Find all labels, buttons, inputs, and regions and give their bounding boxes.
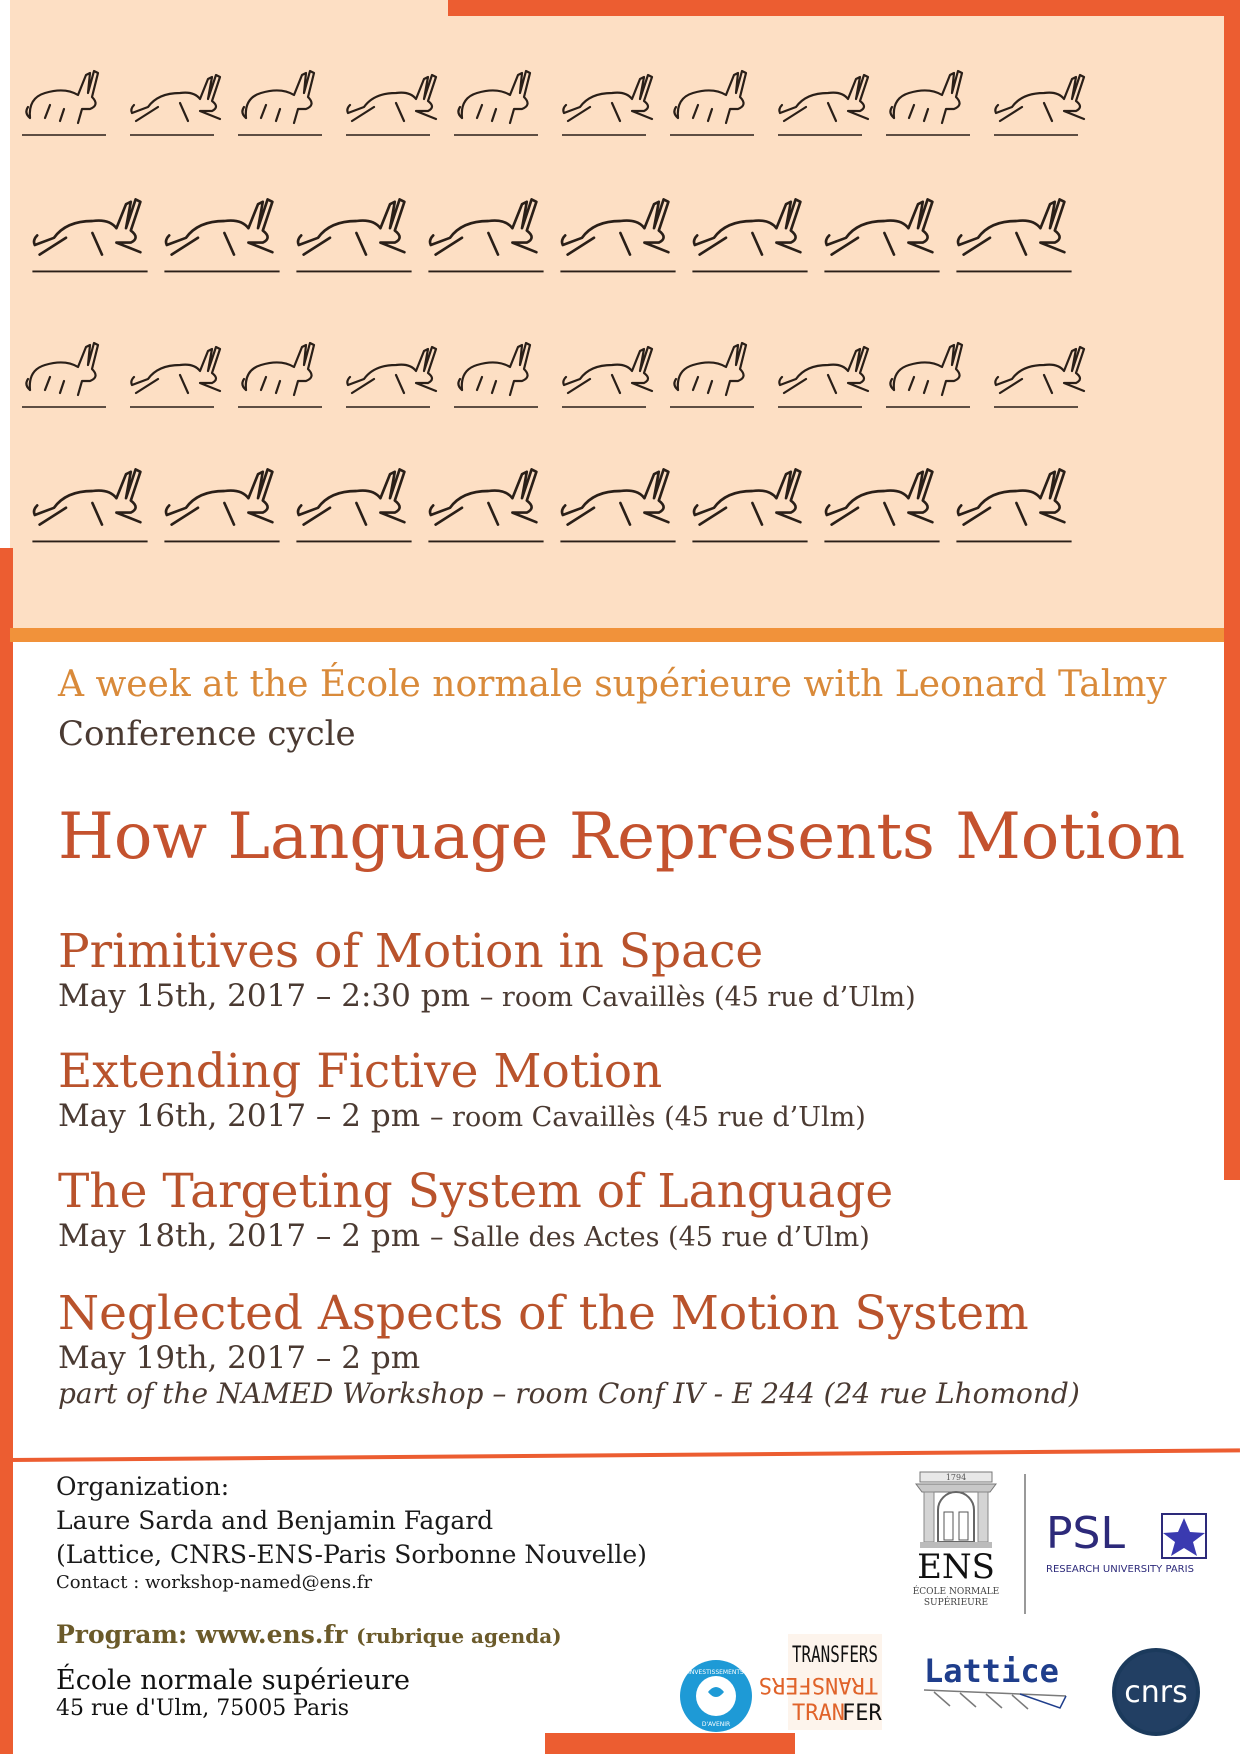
running-hare-icon <box>822 448 942 558</box>
talk-room: – Salle des Actes (45 rue d’Ulm) <box>429 1221 870 1253</box>
running-hare-icon <box>992 320 1092 430</box>
running-hare-icon <box>776 320 876 430</box>
psl-wordmark: PSL <box>1046 1508 1125 1559</box>
running-hare-icon <box>822 178 942 288</box>
ia-text-1: INVESTISSEMENTS <box>688 1669 744 1676</box>
banner-divider <box>10 628 1224 642</box>
cnrs-wordmark: cnrs <box>1124 1675 1188 1710</box>
talk-item <box>58 1166 893 1255</box>
running-hare-icon <box>128 320 228 430</box>
transfers-logo <box>758 1632 884 1732</box>
running-hare-icon <box>776 48 876 158</box>
border-top <box>448 0 1240 16</box>
running-hare-icon <box>954 178 1074 288</box>
talk-date: May 15th, 2017 – 2:30 pm <box>58 977 470 1014</box>
running-hare-icon <box>426 178 546 288</box>
address-street: 45 rue d'Ulm, 75005 Paris <box>56 1696 349 1721</box>
page-title: How Language Represents Motion <box>58 800 1186 874</box>
hare-sequence <box>20 48 1220 608</box>
running-hare-icon <box>690 448 810 558</box>
running-hare-icon <box>344 48 444 158</box>
contact-email[interactable]: Contact : workshop-named@ens.fr <box>56 1572 373 1593</box>
running-hare-icon <box>668 48 768 158</box>
program-line <box>56 1620 562 1649</box>
conference-cycle-label: Conference cycle <box>58 714 356 754</box>
lattice-wordmark: Lattice <box>924 1652 1059 1690</box>
running-hare-icon <box>560 320 660 430</box>
organization-label: Organization: <box>56 1472 230 1501</box>
talk-date-line <box>58 1098 866 1135</box>
running-hare-icon <box>162 178 282 288</box>
talk-date: May 16th, 2017 – 2 pm <box>58 1097 421 1134</box>
running-hare-icon <box>992 48 1092 158</box>
running-hare-icon <box>690 178 810 288</box>
ens-subtitle-2: SUPÉRIEURE <box>923 1598 989 1608</box>
running-hare-icon <box>954 448 1074 558</box>
running-hare-icon <box>668 320 768 430</box>
running-hare-icon <box>294 178 414 288</box>
running-hare-icon <box>162 448 282 558</box>
running-hare-icon <box>20 48 120 158</box>
talk-title: The Targeting System of Language <box>58 1164 894 1219</box>
running-hare-icon <box>426 448 546 558</box>
logo-separator <box>1024 1474 1026 1614</box>
talk-title: Neglected Aspects of the Motion System <box>58 1286 1029 1341</box>
running-hare-icon <box>128 48 228 158</box>
border-bottom <box>545 1733 795 1754</box>
address-institution: École normale supérieure <box>56 1665 411 1696</box>
organizer-names: Laure Sarda and Benjamin Fagard <box>56 1506 494 1535</box>
ens-wordmark: ENS <box>917 1547 995 1587</box>
talk-room: – room Cavaillès (45 rue d’Ulm) <box>479 981 916 1013</box>
running-hare-icon <box>236 320 336 430</box>
running-hare-icon <box>30 178 150 288</box>
investissements-avenir-logo <box>678 1658 754 1734</box>
running-hare-icon <box>452 320 552 430</box>
running-hare-icon <box>884 320 984 430</box>
ia-text-2: D'AVENIR <box>701 1721 731 1728</box>
program-note: (rubrique agenda) <box>356 1624 562 1648</box>
program-link[interactable]: Program: www.ens.fr <box>56 1620 348 1649</box>
address-block <box>56 1665 410 1721</box>
running-hare-icon <box>558 178 678 288</box>
running-hare-icon <box>558 448 678 558</box>
running-hare-icon <box>294 448 414 558</box>
running-hare-icon <box>884 48 984 158</box>
organization-block <box>56 1470 647 1593</box>
running-hare-icon <box>452 48 552 158</box>
psl-subtitle: RESEARCH UNIVERSITY PARIS <box>1046 1564 1194 1575</box>
ens-year: 1794 <box>945 1473 967 1482</box>
cnrs-logo <box>1110 1646 1202 1738</box>
border-right <box>1224 0 1240 1180</box>
lattice-logo <box>920 1650 1070 1714</box>
transfers-wordmark: TRANSFERS <box>792 1643 878 1668</box>
footer-divider <box>10 1448 1240 1462</box>
running-hare-icon <box>30 448 150 558</box>
running-hare-icon <box>344 320 444 430</box>
talk-date: May 19th, 2017 – 2 pm <box>58 1339 421 1376</box>
border-left <box>0 548 13 1754</box>
talk-title: Extending Fictive Motion <box>58 1044 663 1099</box>
running-hare-icon <box>236 48 336 158</box>
talk-date-line <box>58 1218 893 1255</box>
svg-text:TRAN: TRAN <box>792 1701 845 1726</box>
svg-text:FER: FER <box>842 1701 882 1726</box>
talk-title: Primitives of Motion in Space <box>58 924 764 979</box>
talk-note: part of the NAMED Workshop – room Conf IV - E 244 (24 rue Lhomond) <box>58 1376 1080 1410</box>
talk-item <box>58 1046 866 1135</box>
running-hare-icon <box>20 320 120 430</box>
ens-logo <box>898 1470 1014 1616</box>
svg-text:TRANSFERS: TRANSFERS <box>758 1672 878 1697</box>
talk-item <box>58 1288 1080 1410</box>
event-subtitle: A week at the École normale supérieure with Leonard Talmy <box>58 664 1167 705</box>
running-hare-icon <box>560 48 660 158</box>
talk-room: – room Cavaillès (45 rue d’Ulm) <box>429 1101 866 1133</box>
talk-item <box>58 926 916 1015</box>
ens-subtitle-1: ÉCOLE NORMALE <box>912 1587 1000 1597</box>
organizer-affiliation: (Lattice, CNRS-ENS-Paris Sorbonne Nouvelle) <box>56 1540 647 1569</box>
psl-logo <box>1044 1506 1214 1586</box>
talk-date: May 18th, 2017 – 2 pm <box>58 1217 421 1254</box>
talk-date-line <box>58 978 916 1015</box>
